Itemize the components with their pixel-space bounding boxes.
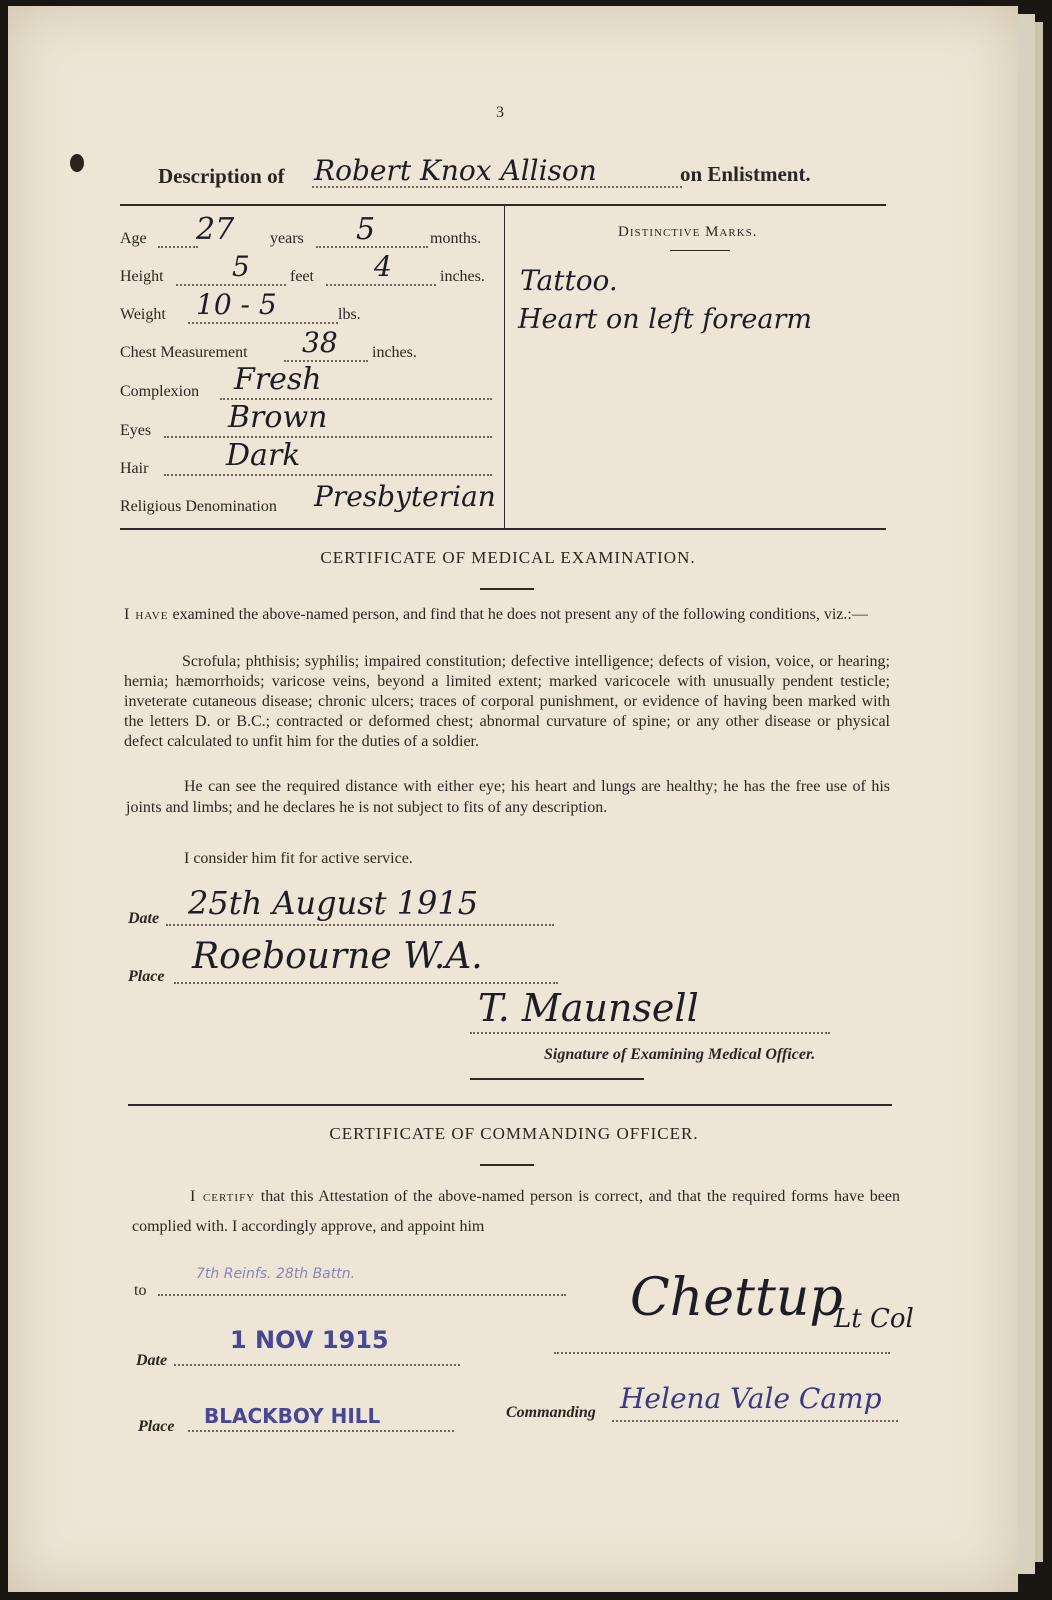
medical-intro-lead: I have xyxy=(124,606,169,623)
chest-value: 38 xyxy=(302,326,338,359)
medical-title-rule xyxy=(480,588,534,590)
age-years-value: 27 xyxy=(196,212,235,247)
title-underline xyxy=(670,250,730,251)
feet-label: feet xyxy=(290,268,314,285)
weight-value: 10 - 5 xyxy=(196,288,277,321)
medical-date-label: Date xyxy=(128,910,160,927)
chest-unit: inches. xyxy=(372,344,417,361)
age-label: Age xyxy=(120,230,147,247)
attestation-page xyxy=(8,6,1018,1592)
commanding-officer-signature: Chettup xyxy=(630,1268,843,1328)
commanding-place-label: Place xyxy=(138,1418,175,1435)
inches-label: inches. xyxy=(440,268,485,285)
caption-rule xyxy=(470,1078,644,1080)
punch-hole xyxy=(70,154,84,172)
complexion-label: Complexion xyxy=(120,383,200,400)
religion-value: Presbyterian xyxy=(314,480,496,513)
hair-label: Hair xyxy=(120,460,149,477)
height-label: Height xyxy=(120,268,164,285)
years-label: years xyxy=(270,230,304,247)
medical-vision: He can see the required distance with either eye; his heart and lungs are healthy; he has the free use of his joints and limbs; and he declares he is not subject to fits of any description. xyxy=(126,778,890,816)
chest-label: Chest Measurement xyxy=(120,344,248,361)
medical-signature-caption: Signature of Examining Medical Officer. xyxy=(544,1046,816,1063)
page-number: 3 xyxy=(496,104,504,121)
medical-officer-signature: T. Maunsell xyxy=(478,986,699,1030)
mid-rule xyxy=(120,528,886,530)
weight-label: Weight xyxy=(120,306,166,323)
lower-rule xyxy=(128,1104,892,1106)
medical-date-value: 25th August 1915 xyxy=(188,884,479,922)
date-stamp: 1 NOV 1915 xyxy=(230,1326,389,1354)
medical-title: CERTIFICATE OF MEDICAL EXAMINATION. xyxy=(320,548,696,567)
commanding-label: Commanding xyxy=(506,1404,596,1421)
eyes-label: Eyes xyxy=(120,422,152,439)
religion-label: Religious Denomination xyxy=(120,498,277,515)
height-inches-value: 4 xyxy=(374,250,392,283)
commanding-title: CERTIFICATE OF COMMANDING OFFICER. xyxy=(329,1124,699,1143)
medical-fit: I consider him fit for active service. xyxy=(184,850,413,867)
lbs-label: lbs. xyxy=(338,306,361,323)
column-divider xyxy=(504,206,505,530)
heading-prefix: Description of xyxy=(158,164,285,188)
hair-value: Dark xyxy=(226,438,301,473)
distinctive-marks-title: Distinctive Marks. xyxy=(618,224,758,240)
commanding-title-rule xyxy=(480,1164,534,1166)
commanding-value: Helena Vale Camp xyxy=(620,1382,882,1415)
months-label: months. xyxy=(430,230,482,247)
age-months-value: 5 xyxy=(356,212,376,247)
medical-intro xyxy=(124,604,890,625)
commanding-certify-text: that this Attestation of the above-named person is correct, and that the required forms have been complied with. I accordingly approve, and appoint him xyxy=(132,1188,901,1235)
appoint-to-label: to xyxy=(134,1282,147,1299)
medical-intro-text: examined the above-named person, and find that he does not present any of the following conditions, viz.:— xyxy=(172,606,868,623)
commanding-certify xyxy=(132,1182,900,1242)
distinctive-mark-line1: Tattoo. xyxy=(520,264,618,297)
height-feet-value: 5 xyxy=(232,250,250,283)
recruit-name: Robert Knox Allison xyxy=(314,154,597,187)
distinctive-mark-line2: Heart on left forearm xyxy=(518,304,812,335)
medical-place-label: Place xyxy=(128,968,165,985)
eyes-value: Brown xyxy=(228,400,328,435)
top-rule xyxy=(120,204,886,206)
medical-place-value: Roebourne W.A. xyxy=(192,936,483,977)
commanding-certify-lead: I certify xyxy=(190,1188,256,1205)
place-stamp: BLACKBOY HILL xyxy=(204,1404,381,1428)
unit-stamp: 7th Reinfs. 28th Battn. xyxy=(196,1266,356,1282)
commanding-officer-rank: Lt Col xyxy=(834,1304,914,1334)
medical-conditions: Scrofula; phthisis; syphilis; impaired constitution; defective intelligence; defects of vision, voice, or hearing; hernia; hæmorrhoids; varicose veins, beyond a limited extent; marked varicocele with unusually pendent testicle; inveterate cutaneous disease; chronic ulcers; traces of corporal punishment, or evidence of having been marked with the letters D. or B.C.; contracted or deformed chest; abnormal curvature of spine; or any other disease or physical defect calculated to unfit him for the duties of a soldier. xyxy=(124,653,890,750)
complexion-value: Fresh xyxy=(234,362,322,397)
commanding-date-label: Date xyxy=(136,1352,168,1369)
heading-suffix: on Enlistment. xyxy=(680,162,811,186)
